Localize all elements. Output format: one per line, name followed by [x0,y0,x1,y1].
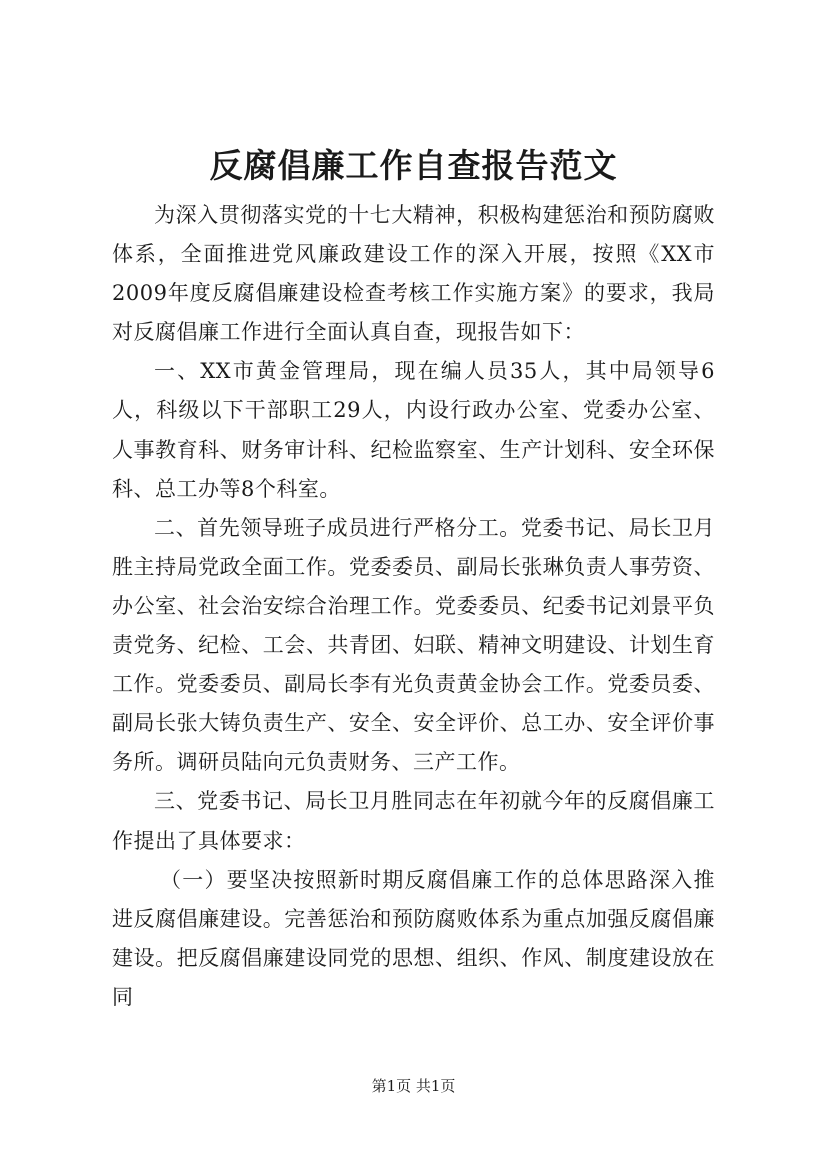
page-number-footer: 第1页 共1页 [371,1077,456,1095]
document-body [112,196,715,1017]
paragraph-section-3: 三、党委书记、局长卫月胜同志在年初就今年的反腐倡廉工作提出了具体要求： [112,789,715,853]
paragraph-section-1: 一、XX市黄金管理局，现在编人员35人，其中局领导6人，科级以下干部职工29人，内设行政办公室、党委办公室、人事教育科、财务审计科、纪检监察室、生产计划科、安全环保科、总工办等8个科室。 [112,359,715,501]
paragraph-section-2: 二、首先领导班子成员进行严格分工。党委书记、局长卫月胜主持局党政全面工作。党委委员、副局长张琳负责人事劳资、办公室、社会治安综合治理工作。党委委员、纪委书记刘景平负责党务、纪检、工会、共青团、妇联、精神文明建设、计划生育工作。党委委员、副局长李有光负责黄金协会工作。党委员委、副局长张大铸负责生产、安全、安全评价、总工办、安全评价事务所。调研员陆向元负责财务、三产工作。 [112,515,715,775]
paragraph-intro: 为深入贯彻落实党的十七大精神，积极构建惩治和预防腐败体系，全面推进党风廉政建设工作的深入开展，按照《XX市2009年度反腐倡廉建设检查考核工作实施方案》的要求，我局对反腐倡廉工作进行全面认真自查，现报告如下： [112,203,715,345]
paragraph-subsection-1: （一）要坚决按照新时期反腐倡廉工作的总体思路深入推进反腐倡廉建设。完善惩治和预防腐败体系为重点加强反腐倡廉建设。把反腐倡廉建设同党的思想、组织、作风、制度建设放在同 [112,867,715,1009]
document-title: 反腐倡廉工作自查报告范文 [209,146,618,185]
